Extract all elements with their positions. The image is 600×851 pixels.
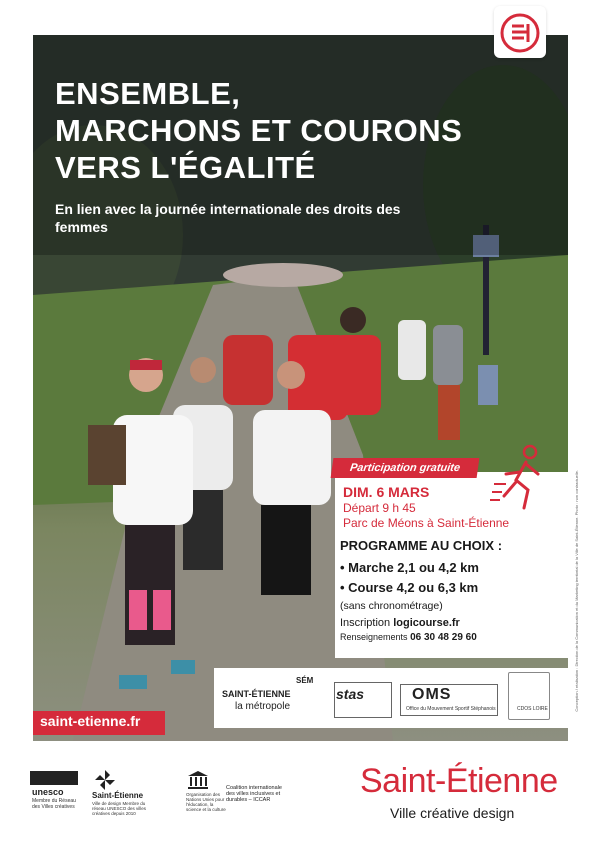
renseignements-phone[interactable]: 06 30 48 29 60: [410, 632, 477, 643]
stas-label: stas: [336, 686, 365, 702]
event-date: DIM. 6 MARS: [343, 484, 430, 500]
se-metropole-top: SAINT-ÉTIENNE: [222, 689, 291, 699]
headline: [55, 75, 565, 186]
programme-item-marche: • Marche 2,1 ou 4,2 km: [340, 560, 479, 575]
site-url[interactable]: saint-etienne.fr: [40, 713, 141, 729]
renseignements: [340, 632, 477, 643]
inscription-site[interactable]: logicourse.fr: [393, 617, 460, 629]
oms-label: OMS: [412, 686, 452, 703]
headline-line-3: VERS L'ÉGALITÉ: [55, 150, 316, 185]
headline-line-1: ENSEMBLE,: [55, 76, 241, 111]
unesco-label: unesco: [32, 787, 64, 797]
se-metropole-bottom: la métropole: [235, 701, 291, 712]
headline-line-2: MARCHONS ET COURONS: [55, 113, 463, 148]
unesco-logo: [30, 771, 78, 785]
se-small-sub: Ville de design Membre du réseau UNESCO des villes créatives depuis 2010: [92, 801, 147, 816]
subhead: En lien avec la journée internationale des droits des femmes: [55, 201, 401, 235]
programme-note: (sans chronométrage): [340, 600, 443, 612]
se-small-label: Saint-Étienne: [92, 791, 144, 800]
pinwheel-icon: [94, 770, 116, 790]
unesco-sub: Membre du Réseau des Villes créatives: [32, 798, 76, 810]
runner-icon: [490, 444, 550, 516]
coalition-label: Coalition internationale des villes inclusives et durables – ICCAR: [226, 785, 282, 803]
renseignements-label: Renseignements: [340, 632, 408, 642]
inscription: [340, 617, 460, 629]
cdos-logo: [508, 672, 550, 720]
city-logo-badge: [494, 6, 546, 58]
brand-tagline: Ville créative design: [390, 805, 515, 821]
event-depart: Départ 9 h 45: [343, 501, 416, 515]
event-location: Parc de Méons à Saint-Étienne: [343, 516, 510, 530]
oms-sub: Office du Mouvement Sportif Stéphanois: [406, 706, 496, 712]
programme-title: PROGRAMME AU CHOIX :: [340, 538, 503, 553]
cdos-label: CDOS LOIRE: [517, 706, 548, 712]
inscription-label: Inscription: [340, 617, 391, 629]
city-logo-icon: [494, 6, 546, 58]
unesco-temple-icon: [186, 770, 210, 790]
sem-label: SÉM: [296, 676, 314, 685]
brand-logo: Saint-Étienne: [360, 762, 558, 800]
coalition-sub: Organisation des Nations Unies pour l'éducation, la science et la culture: [186, 792, 226, 812]
participation-badge: Participation gratuite: [331, 458, 480, 478]
credits: Conception / réalisation : Direction de la Communication et du Marketing territorial de la Ville de Saint-Étienne. Photo : non contractuelle.: [574, 470, 579, 712]
programme-item-course: • Course 4,2 ou 6,3 km: [340, 580, 479, 595]
